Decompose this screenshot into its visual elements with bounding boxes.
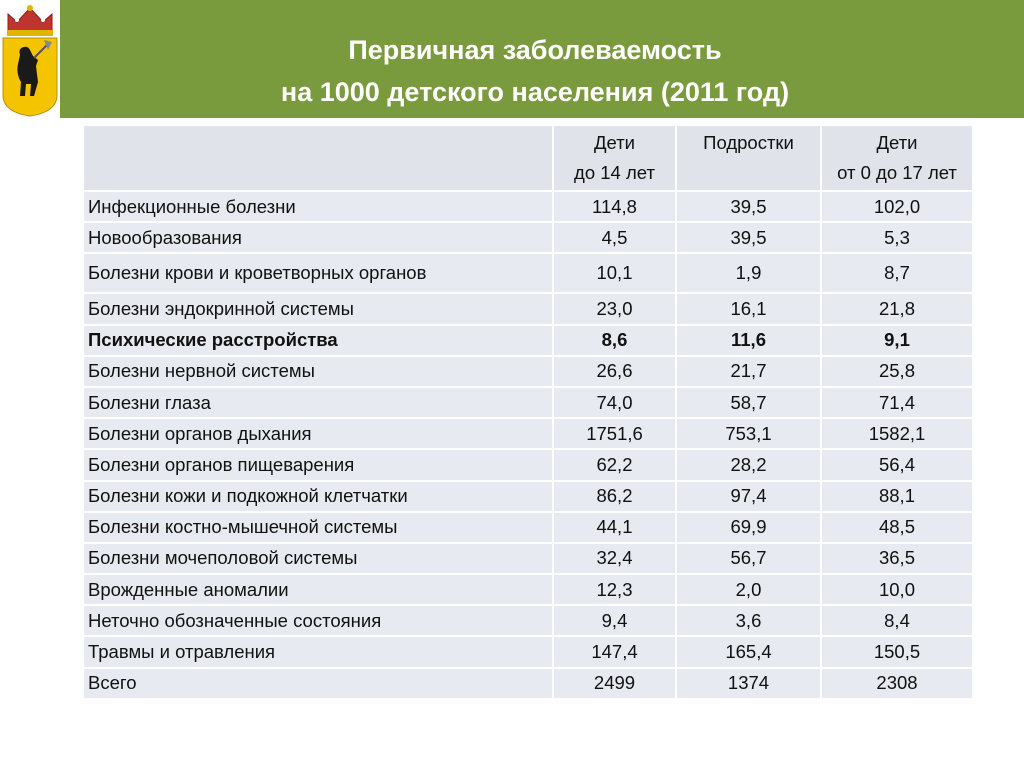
cell-value: 4,5 (554, 223, 675, 252)
header-line: Дети (876, 132, 918, 153)
row-label: Болезни костно-мышечной системы (84, 513, 552, 542)
cell-value: 44,1 (554, 513, 675, 542)
cell-value: 21,8 (822, 294, 972, 323)
cell-value: 114,8 (554, 192, 675, 221)
row-label: Болезни органов дыхания (84, 419, 552, 448)
row-label: Болезни крови и кроветворных органов (84, 254, 552, 292)
cell-value: 3,6 (677, 606, 820, 635)
table-row (84, 223, 972, 252)
table-row (84, 450, 972, 479)
slide-header (0, 0, 1024, 118)
cell-value: 102,0 (822, 192, 972, 221)
cell-value: 9,4 (554, 606, 675, 635)
row-label: Болезни мочеполовой системы (84, 544, 552, 573)
cell-value: 88,1 (822, 482, 972, 511)
cell-value: 5,3 (822, 223, 972, 252)
cell-value: 36,5 (822, 544, 972, 573)
table-row (84, 637, 972, 666)
header-line: Подростки (703, 132, 794, 153)
table-row-total (84, 669, 972, 698)
cell-value: 8,4 (822, 606, 972, 635)
header-cell-label (84, 126, 552, 190)
row-label: Всего (84, 669, 552, 698)
cell-value: 48,5 (822, 513, 972, 542)
table-row (84, 544, 972, 573)
cell-value: 69,9 (677, 513, 820, 542)
row-label: Болезни глаза (84, 388, 552, 417)
row-label: Болезни нервной системы (84, 357, 552, 386)
cell-value: 12,3 (554, 575, 675, 604)
row-label: Болезни кожи и подкожной клетчатки (84, 482, 552, 511)
cell-value: 16,1 (677, 294, 820, 323)
table-row (84, 254, 972, 292)
cell-value: 1,9 (677, 254, 820, 292)
cell-value: 753,1 (677, 419, 820, 448)
table-row (84, 192, 972, 221)
cell-value: 71,4 (822, 388, 972, 417)
table-row (84, 482, 972, 511)
row-label: Психические расстройства (84, 326, 552, 355)
row-label: Неточно обозначенные состояния (84, 606, 552, 635)
cell-value: 1582,1 (822, 419, 972, 448)
table-row-highlighted (84, 326, 972, 355)
row-label: Новообразования (84, 223, 552, 252)
header-line: до 14 лет (574, 162, 655, 183)
cell-value: 8,6 (554, 326, 675, 355)
morbidity-table (82, 124, 974, 700)
cell-value: 86,2 (554, 482, 675, 511)
cell-value: 28,2 (677, 450, 820, 479)
cell-value: 32,4 (554, 544, 675, 573)
table-row (84, 419, 972, 448)
table-header-row (84, 126, 972, 190)
table-row (84, 513, 972, 542)
slide-title-line-2: на 1000 детского населения (2011 год) (280, 77, 790, 107)
header-cell-children-0-17 (822, 126, 972, 190)
row-label: Травмы и отравления (84, 637, 552, 666)
cell-value: 39,5 (677, 192, 820, 221)
row-label: Врожденные аномалии (84, 575, 552, 604)
cell-value: 8,7 (822, 254, 972, 292)
header-cell-children-14 (554, 126, 675, 190)
cell-value: 2,0 (677, 575, 820, 604)
cell-value: 1751,6 (554, 419, 675, 448)
cell-value: 10,1 (554, 254, 675, 292)
cell-value: 165,4 (677, 637, 820, 666)
cell-value: 39,5 (677, 223, 820, 252)
row-label: Инфекционные болезни (84, 192, 552, 221)
header-line: Дети (593, 132, 635, 153)
header-cell-teenagers (677, 126, 820, 190)
cell-value: 147,4 (554, 637, 675, 666)
cell-value: 150,5 (822, 637, 972, 666)
cell-value: 97,4 (677, 482, 820, 511)
cell-value: 62,2 (554, 450, 675, 479)
header-line: от 0 до 17 лет (837, 162, 957, 183)
row-label: Болезни эндокринной системы (84, 294, 552, 323)
table-row (84, 388, 972, 417)
table-row (84, 575, 972, 604)
cell-value: 10,0 (822, 575, 972, 604)
slide-title-line-1: Первичная заболеваемость (348, 35, 722, 65)
table-row (84, 606, 972, 635)
cell-value: 26,6 (554, 357, 675, 386)
cell-value: 21,7 (677, 357, 820, 386)
cell-value: 56,4 (822, 450, 972, 479)
table-row (84, 294, 972, 323)
table-row (84, 357, 972, 386)
cell-value: 2499 (554, 669, 675, 698)
cell-value: 9,1 (822, 326, 972, 355)
row-label: Болезни органов пищеварения (84, 450, 552, 479)
cell-value: 23,0 (554, 294, 675, 323)
cell-value: 56,7 (677, 544, 820, 573)
cell-value: 58,7 (677, 388, 820, 417)
cell-value: 74,0 (554, 388, 675, 417)
cell-value: 11,6 (677, 326, 820, 355)
cell-value: 25,8 (822, 357, 972, 386)
cell-value: 2308 (822, 669, 972, 698)
coat-of-arms-icon (0, 0, 60, 118)
cell-value: 1374 (677, 669, 820, 698)
